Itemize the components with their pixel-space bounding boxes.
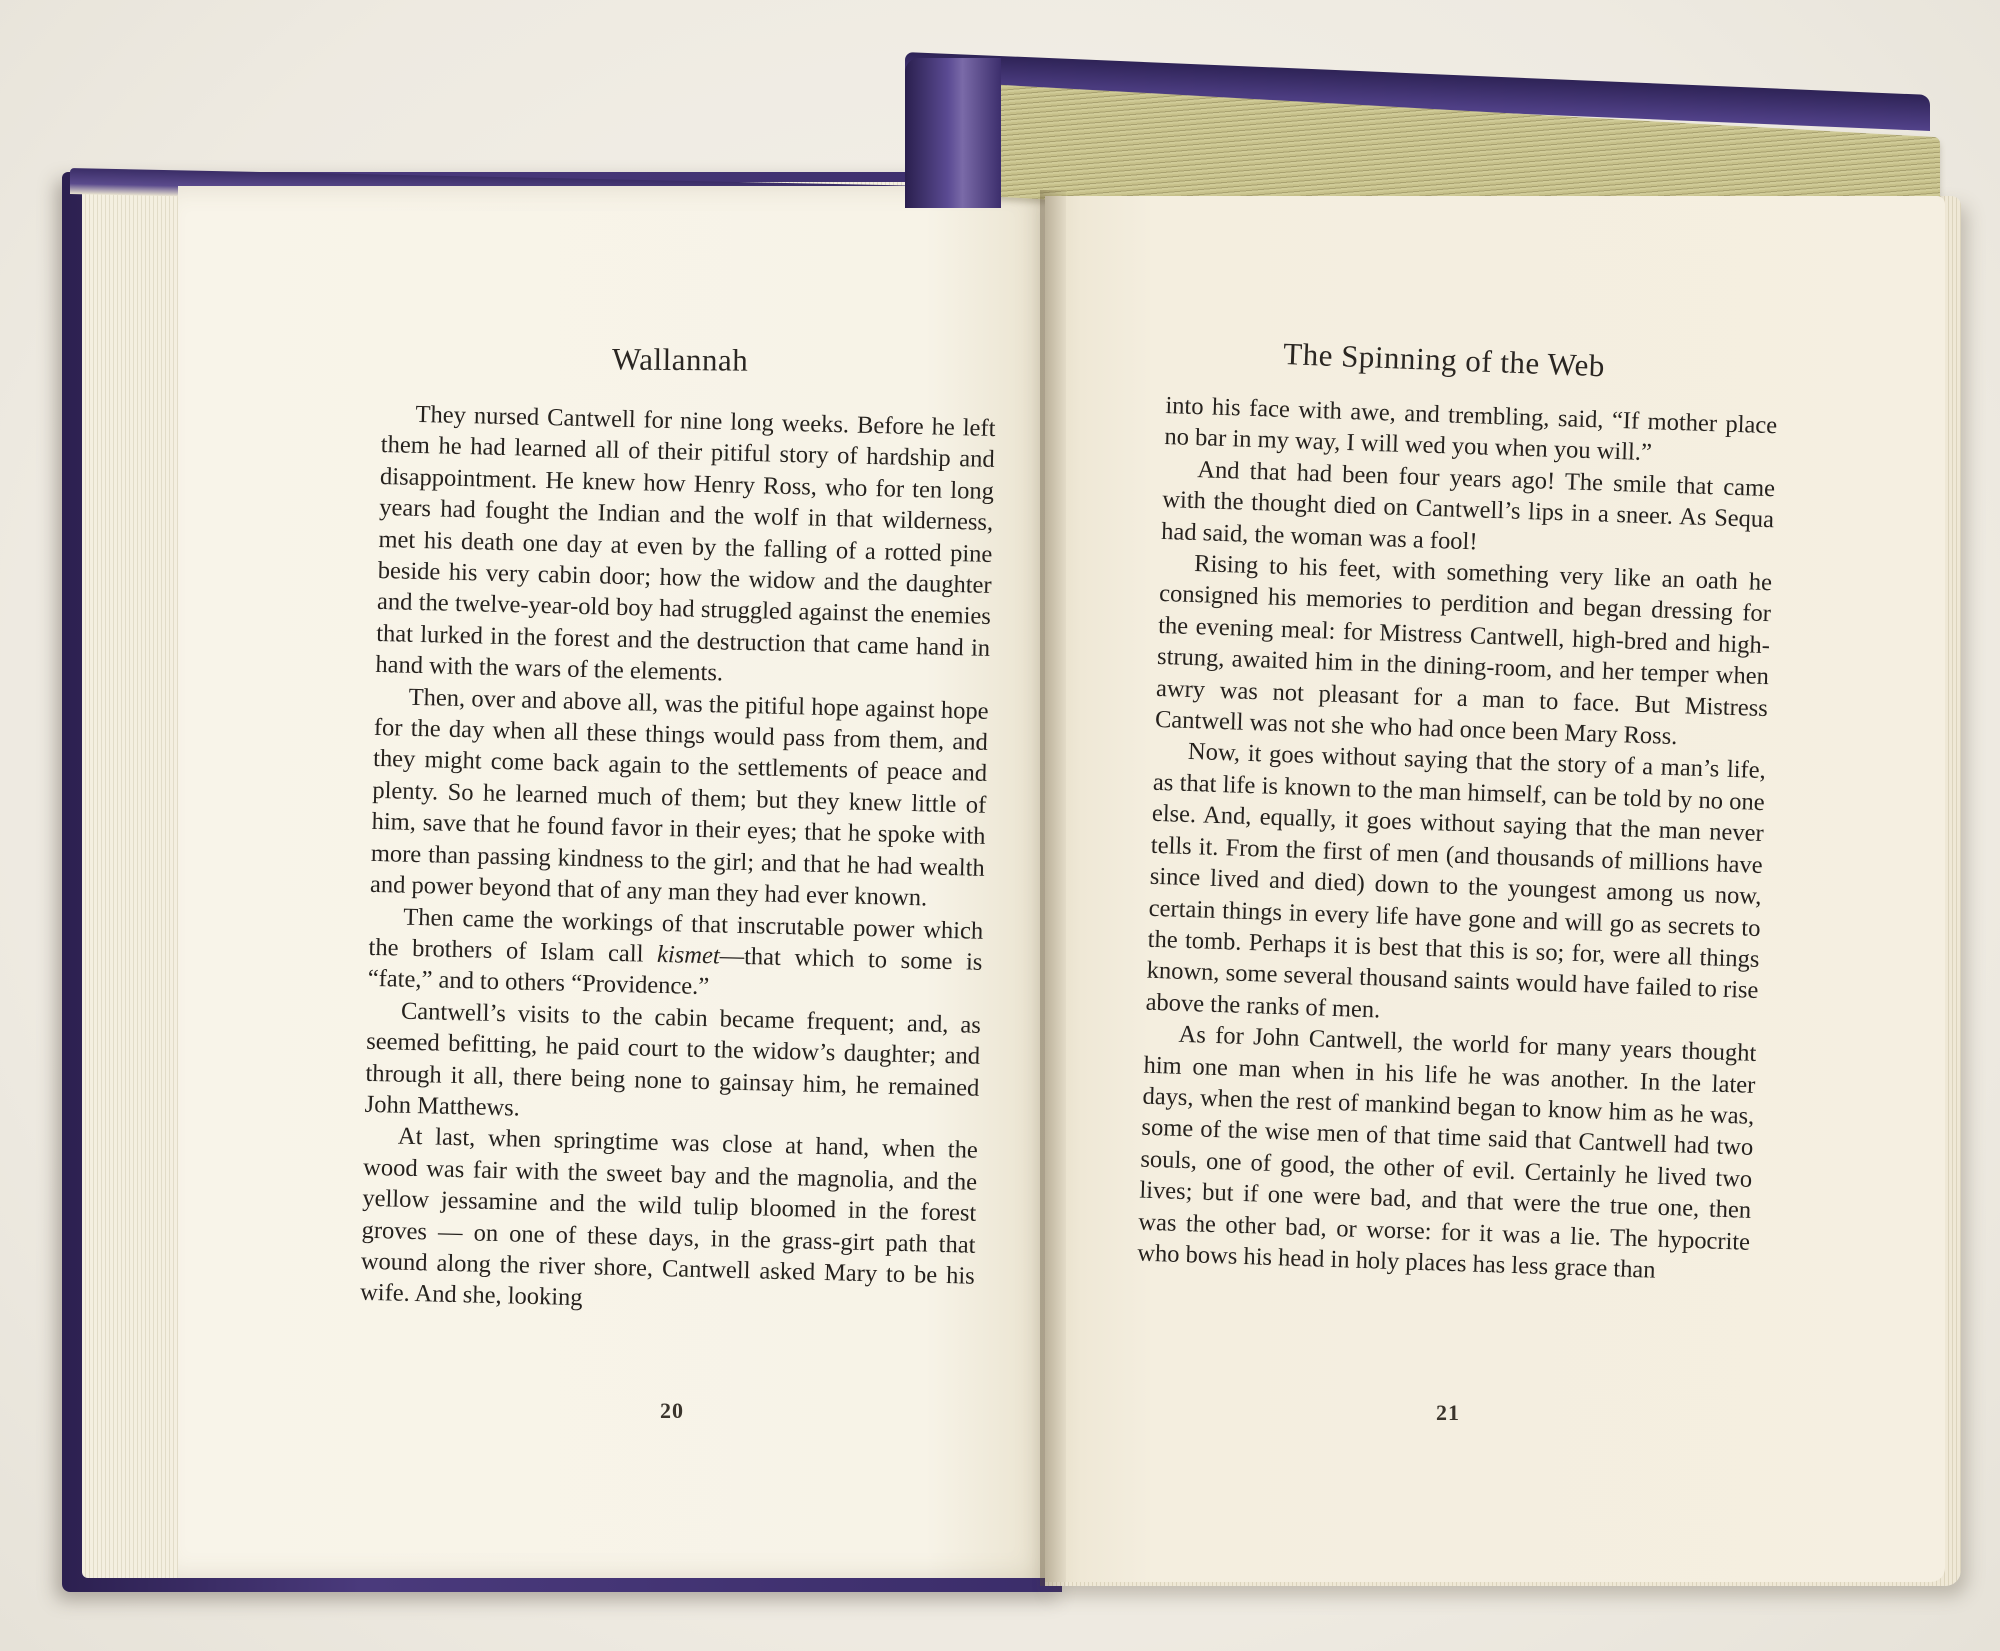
right-paragraph-4: Now, it goes without saying that the story of a man’s life, as that life is known to the man himself, can be told by no one else. And, equally, it goes without saying that the man never tells it. From the first of men (and thousands of millions have since lived and died) down to the youngest among us now, certain things in every life have gone and will go as secrets to the tomb. Perhaps it is best that this is so; for, were all things known, some several thousand saints would have failed to rise above the ranks of men. xyxy=(1145,738,1767,1024)
left-paragraph-4: Cantwell’s visits to the cabin became frequent; and, as seemed befitting, he paid court to the widow’s daughter; and through it all, there being none to gainsay him, he remained John Matthews. xyxy=(364,997,982,1122)
left-page-number: 20 xyxy=(660,1398,684,1423)
right-paragraph-1: into his face with awe, and trembling, said, “If mother place no bar in my way, I will wed you when you will.” xyxy=(1163,391,1778,467)
right-running-head: The Spinning of the Web xyxy=(1282,336,1606,384)
left-paragraph-1: They nursed Cantwell for nine long weeks. Before he left them he had learned all of their pitiful story of hardship and disappointment. He knew how Henry Ross, who for ten long years had fought the Indian and the wolf in that wilderness, met his death one day at even by the falling of a rotted pine beside his very cabin door; how the widow and the daughter and the twelve-year-old boy had struggled against the enemies that lurked in the forest and the destruction that came hand in hand with the wars of the elements. xyxy=(375,400,996,687)
right-page-number: 21 xyxy=(1436,1400,1460,1425)
left-page-body xyxy=(360,398,996,1324)
left-paragraph-5: At last, when springtime was close at hand, when the wood was fair with the sweet bay and the magnolia, and the yellow jessamine and the wild tulip bloomed in the forest groves — on one of these days, in the grass-girt path that wound along the river shore, Cantwell asked Mary to be his wife. And she, looking xyxy=(359,1122,979,1312)
left-running-head: Wallannah xyxy=(611,341,749,378)
right-paragraph-3: Rising to his feet, with something very like an oath he consigned his memories to perdition and began dressing for the evening meal: for Mistress Cantwell, high-bred and high-strung, awaited him in the dining-room, and her temper when awry was not pleasant for a man to face. But Mistress Cantwell was not she who had once been Mary Ross. xyxy=(1154,550,1773,751)
kismet-italic: kismet xyxy=(656,940,721,970)
center-gutter xyxy=(1040,190,1066,1586)
left-paragraph-3-lead: Then came the workings of that inscrutable power which the brothers of Islam call xyxy=(368,903,984,968)
left-paragraph-3-tail: —that which to some is “fate,” and to others “Providence.” xyxy=(367,942,983,1001)
right-page-body xyxy=(1137,390,1778,1289)
right-paragraph-2: And that had been four years ago! The smile that came with the thought died on Cantwell’s lips in a sneer. As Sequa had said, the woman was a fool! xyxy=(1160,455,1776,556)
book-spine xyxy=(905,58,1001,208)
left-paragraph-2: Then, over and above all, was the pitiful hope against hope for the day when all these things would pass from them, and they might come back again to the settlements of peace and plenty. So he learned much of them; but they knew little of him, save that he found favor in their eyes; that he spoke with more than passing kindness to the girl; and that he had wealth and power beyond that of any man they had ever known. xyxy=(369,683,989,912)
left-paragraph-3 xyxy=(367,900,983,1009)
right-paragraph-5: As for John Cantwell, the world for many years thought him one man when in his life he was another. In the later days, when the rest of mankind began to know him as he was, some of the wise men of that time said that Cantwell had two souls, one of good, the other of evil. Certainly he lived two lives; but if one were bad, and that were the true one, then was the other bad, or worse: for it was a lie. The hypocrite who bows his head in holy places has less grace than xyxy=(1136,1020,1757,1284)
